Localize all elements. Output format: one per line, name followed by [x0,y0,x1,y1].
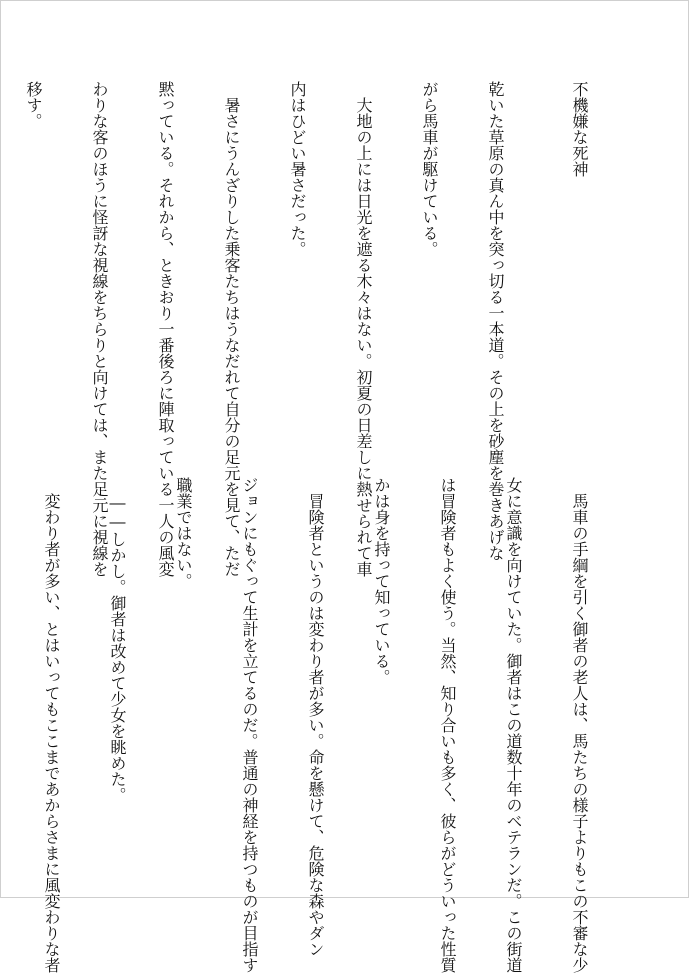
document-title: 不機嫌な死神 [570,81,589,177]
text-column: 内はひどい暑さだった。 [288,81,307,257]
text-column: わりな客のほうに怪訝な視線をちらりと向けては、また足元に視線を [90,81,109,577]
text-column: がら馬車が駆けている。 [420,81,439,257]
text-column: 暑さにうんざりした乗客たちはうなだれて自分の足元を見て、ただ [222,81,241,577]
bottom-text-block [42,477,634,973]
text-column: 乾いた草原の真ん中を突っ切る一本道。その上を砂塵を巻きあげな [486,81,505,561]
text-column: かは身を持って知っている。 [372,477,391,685]
text-column: 馬車の手綱を引く御者の老人は、馬たちの様子よりもこの不審な少 [570,477,589,973]
text-column: は冒険者もよく使う。当然、知り合いも多く、彼らがどういった性質 [438,477,457,973]
text-column: 女に意識を向けていた。御者はこの道数十年のベテランだ。この街道 [504,477,523,973]
text-column: 職業ではない。 [174,477,193,589]
text-column: ジョンにもぐって生計を立てるのだ。普通の神経を持つものが目指す [240,477,259,973]
text-column: ――しかし。御者は改めて少女を眺めた。 [108,477,127,803]
text-column: 黙っている。それから、ときおり一番後ろに陣取っている一人の風変 [156,81,175,577]
text-column: 移す。 [24,81,43,129]
text-column: 大地の上には日光を遮る木々はない。初夏の日差しに熱せられて車 [354,81,373,577]
text-column: 冒険者というのは変わり者が多い。命を懸けて、危険な森やダン [306,477,325,957]
text-column: 変わり者が多い、とはいってもここまであからさまに風変わりな者 [42,477,61,973]
